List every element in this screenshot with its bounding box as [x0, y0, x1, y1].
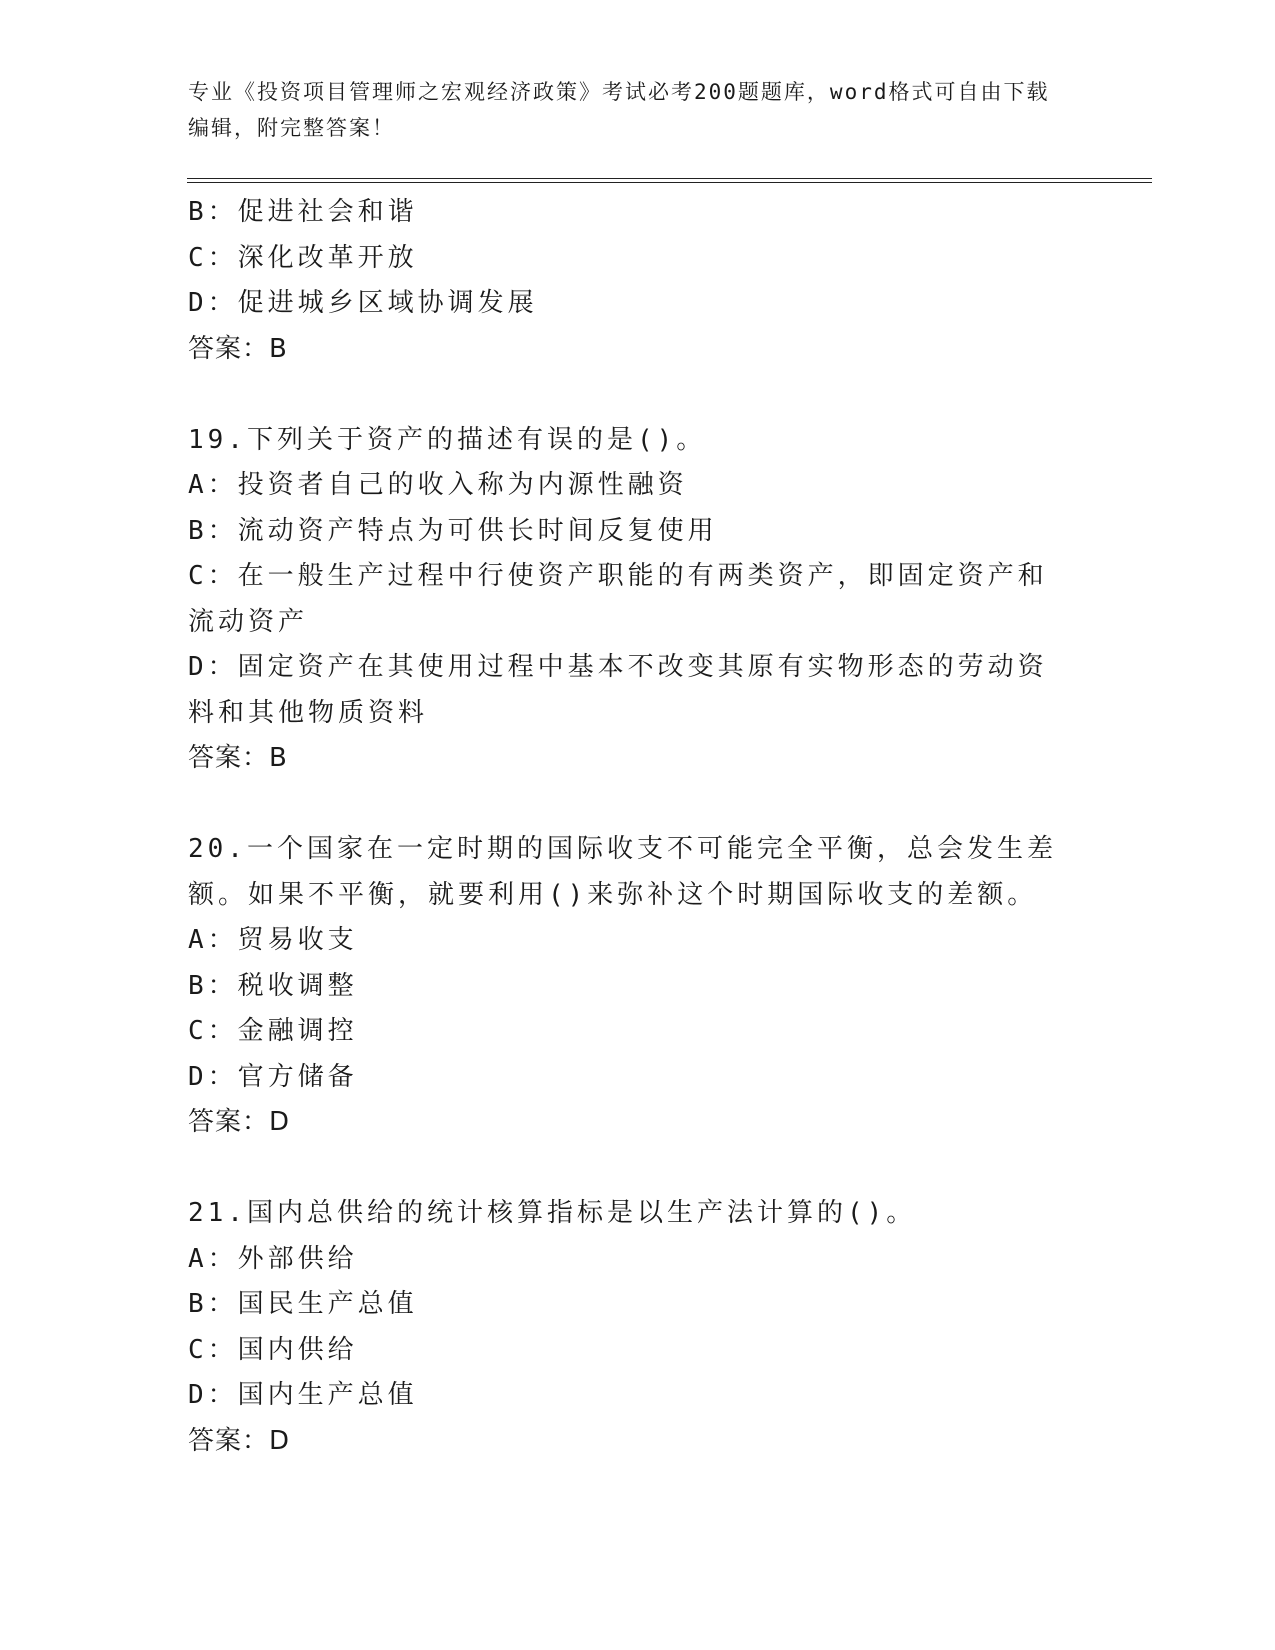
option-c: C：国内供给: [188, 1334, 358, 1365]
spacer: [188, 1146, 1068, 1192]
answer-label: 答案：: [188, 333, 270, 364]
question-21: [188, 1191, 1068, 1464]
question-19: [188, 418, 1068, 782]
answer-value: B: [269, 743, 291, 773]
option-d: D：国内生产总值: [188, 1380, 418, 1410]
spacer: [188, 782, 1068, 828]
answer-value: D: [269, 1107, 294, 1137]
option-d: D：固定资产在其使用过程中基本不改变其原有实物形态的劳动资料和其他物质资料: [188, 652, 1048, 728]
option-a: A：投资者自己的收入称为内源性融资: [188, 470, 688, 500]
question-stem: 19.下列关于资产的描述有误的是()。: [188, 424, 707, 455]
answer-value: B: [269, 333, 291, 364]
option-b: B：税收调整: [188, 970, 358, 1001]
answer-label: 答案：: [188, 1107, 270, 1137]
option-d: D：官方储备: [188, 1061, 358, 1092]
answer-label: 答案：: [188, 1425, 270, 1456]
answer-line: [188, 1419, 1068, 1465]
option-b: B：促进社会和谐: [188, 197, 418, 227]
question-stem: 21.国内总供给的统计核算指标是以生产法计算的()。: [188, 1198, 917, 1228]
option-c: C：在一般生产过程中行使资产职能的有两类资产，即固定资产和流动资产: [188, 561, 1048, 637]
question-list: [188, 190, 1068, 1464]
option-b: B：流动资产特点为可供长时间反复使用: [188, 515, 718, 546]
answer-line: [188, 1100, 1068, 1146]
header-rule-top: [187, 178, 1152, 179]
answer-line: [188, 736, 1068, 782]
option-d: D：促进城乡区域协调发展: [188, 288, 538, 318]
option-c: C：深化改革开放: [188, 242, 418, 273]
option-c: C：金融调控: [188, 1016, 358, 1046]
question-20: [188, 827, 1068, 1146]
question-18: [188, 190, 1068, 372]
answer-value: D: [269, 1425, 294, 1456]
answer-label: 答案：: [188, 743, 270, 773]
document-header: 专业《投资项目管理师之宏观经济政策》考试必考200题题库，word格式可自由下载编辑，附完整答案！: [188, 80, 1050, 140]
option-a: A：外部供给: [188, 1243, 358, 1274]
option-a: A：贸易收支: [188, 925, 358, 955]
question-stem: 20.一个国家在一定时期的国际收支不可能完全平衡，总会发生差额。如果不平衡，就要利用()来弥补这个时期国际收支的差额。: [188, 834, 1057, 910]
answer-line: [188, 327, 1068, 373]
header-rule-bottom: [187, 182, 1152, 183]
option-b: B：国民生产总值: [188, 1289, 418, 1319]
spacer: [188, 372, 1068, 418]
